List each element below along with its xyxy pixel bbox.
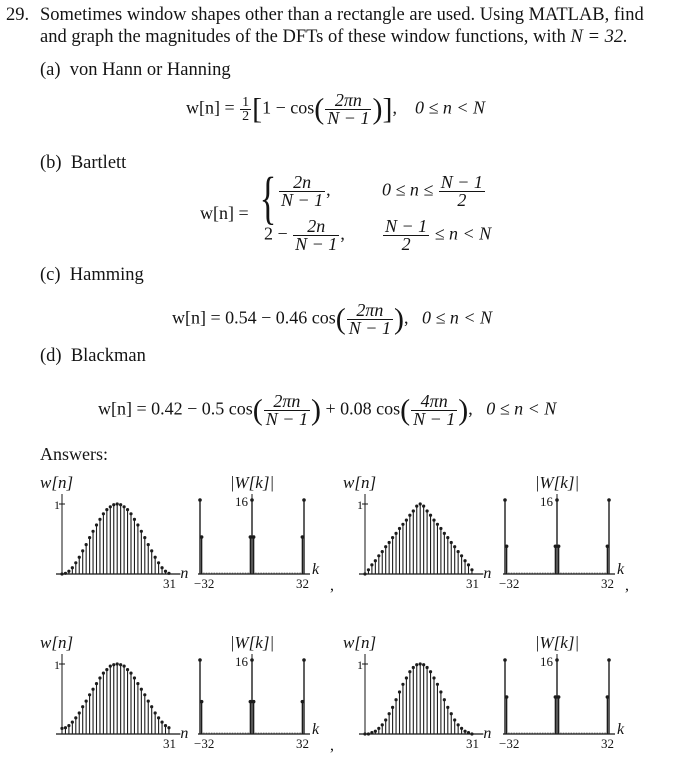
window-stem-marker [123,505,126,508]
window-y-tick-label: 1 [54,498,60,512]
window-stem-marker [164,724,167,727]
window-stem-marker [91,530,94,533]
window-stem-marker [147,700,150,703]
window-stem-marker [105,508,108,511]
dft-y-label: |W[k]| [534,473,580,492]
window-stem-marker [439,690,442,693]
window-stem-marker [460,727,463,730]
window-stem-marker [116,502,119,505]
bartlett-case-2: 2 − $\frac{2n}{N - 1}$ , [264,216,345,254]
answers-label: Answers: [40,444,108,464]
dft-x-label: k [312,721,320,738]
dft-stem-marker [250,498,254,502]
window-stem-marker [129,672,132,675]
dft-stem-marker [555,498,559,502]
window-stem-marker [119,663,122,666]
window-stem-marker [112,663,115,666]
window-stem-marker [408,670,411,673]
answer-panel-2 [359,494,615,576]
window-stem-marker [363,572,366,575]
window-stem-marker [429,670,432,673]
dft-x-label: k [617,561,625,578]
window-y-label: w[n] [343,633,377,652]
window-n-tick-label: 31 [465,736,479,751]
window-stem-marker [150,549,153,552]
window-stem-marker [388,541,391,544]
window-stem-marker [467,563,470,566]
window-n-tick-label: 31 [162,736,176,751]
window-x-label: n [180,565,189,582]
window-stem-marker [150,705,153,708]
n-equals: N = 32. [570,27,628,47]
dft-stem-marker [250,658,254,662]
window-stem-marker [460,554,463,557]
window-stem-marker [370,563,373,566]
dft-k-left-label: −32 [194,736,215,751]
dft-k-right-label: 32 [296,736,309,751]
answer-panel-4 [359,654,615,736]
window-stem-marker [167,572,170,575]
dft-stem-marker [505,544,509,548]
window-stem-marker [81,549,84,552]
window-stem-marker [88,693,91,696]
window-stem-marker [164,570,167,573]
window-stem-marker [415,663,418,666]
window-stem-marker [436,683,439,686]
window-stem-marker [394,698,397,701]
hann-equation: w[n] = $\frac{1}{2}$ [1 − cos( $\frac{2\pi n}{N - 1}$ )], 0 ≤ n < N [186,90,485,128]
window-stem-marker [450,541,453,544]
window-stem-marker [160,566,163,569]
window-stem-marker [398,690,401,693]
list-comma: , [330,737,334,754]
window-stem-marker [401,523,404,526]
dft-stem-marker [607,498,611,502]
window-stem-marker [457,550,460,553]
window-stem-marker [136,523,139,526]
window-stem-marker [443,698,446,701]
window-n-tick-label: 31 [465,576,479,591]
dft-stem-marker [503,498,507,502]
window-y-tick-label: 1 [54,658,60,672]
window-stem-marker [102,672,105,675]
window-stem-marker [85,543,88,546]
window-stem-marker [377,554,380,557]
window-stem-marker [422,663,425,666]
window-stem-marker [453,718,456,721]
window-x-label: n [483,725,492,742]
window-stem-marker [140,530,143,533]
window-stem-marker [102,512,105,515]
blackman-equation: w[n] = 0.42 − 0.5 cos( $\frac{2\pi n}{N - 1}$ ) + 0.08 cos( $\frac{4\pi n}{N - 1}$ ), 0 ≤ n < N [98,391,557,429]
window-stem-marker [463,559,466,562]
window-stem-marker [391,706,394,709]
window-stem-marker [367,568,370,571]
window-stem-marker [384,718,387,721]
dft-y-label: |W[k]| [534,633,580,652]
window-stem-marker [412,509,415,512]
window-stem-marker [432,676,435,679]
window-stem-marker [412,666,415,669]
window-stem-marker [426,666,429,669]
window-y-label: w[n] [343,473,377,492]
dft-stem-marker [302,498,306,502]
window-stem-marker [167,726,170,729]
dft-k-left-label: −32 [499,576,520,591]
window-stem-marker [405,519,408,522]
bartlett-lhs: w[n] = [200,203,249,223]
window-stem-marker [160,721,163,724]
dft-stem-marker [200,700,204,704]
window-stem-marker [457,723,460,726]
window-stem-marker [85,700,88,703]
window-stem-marker [157,561,160,564]
window-y-tick-label: 1 [357,658,363,672]
problem-number: 29. [6,5,30,25]
window-stem-marker [419,662,422,665]
window-stem-marker [405,676,408,679]
dft-stem-marker [302,658,306,662]
window-stem-marker [98,676,101,679]
window-stem-marker [470,568,473,571]
bartlett-brace: { [259,165,277,230]
window-y-label: w[n] [40,633,74,652]
window-stem-marker [78,711,81,714]
window-stem-marker [136,682,139,685]
dft-stem-marker [555,658,559,662]
window-stem-marker [377,727,380,730]
dft-y-label: |W[k]| [229,633,275,652]
window-stem-marker [123,665,126,668]
part-a-label: (a) von Hann or Hanning [40,60,231,80]
dft-k-right-label: 32 [601,576,614,591]
window-stem-marker [450,712,453,715]
dft-stem-marker [505,695,509,699]
dft-stem-marker [252,535,256,539]
dft-stem-marker [607,658,611,662]
window-stem-marker [432,519,435,522]
window-stem-marker [388,712,391,715]
window-stem-marker [95,523,98,526]
window-stem-marker [374,730,377,733]
window-stem-marker [78,556,81,559]
dft-y-tick-label: 16 [235,494,248,509]
window-stem-marker [129,512,132,515]
window-stem-marker [119,503,122,506]
window-stem-marker [126,668,129,671]
window-stem-marker [140,688,143,691]
window-stem-marker [109,505,112,508]
dft-y-tick-label: 16 [235,654,248,669]
window-stem-marker [98,518,101,521]
window-stem-marker [408,514,411,517]
dft-stem-marker [198,658,202,662]
window-x-label: n [483,565,492,582]
window-stem-marker [426,509,429,512]
window-stem-marker [467,731,470,734]
dft-stem-marker [557,544,561,548]
part-b-label: (b) Bartlett [40,153,127,173]
window-stem-marker [381,550,384,553]
window-stem-marker [71,721,74,724]
window-stem-marker [60,572,63,575]
answer-panel-1 [56,494,310,576]
window-stem-marker [126,508,129,511]
window-stem-marker [453,545,456,548]
dft-y-tick-label: 16 [540,494,553,509]
dft-x-label: k [312,561,320,578]
window-stem-marker [157,716,160,719]
dft-x-label: k [617,721,625,738]
window-stem-marker [109,665,112,668]
window-stem-marker [143,693,146,696]
dft-stem-marker [503,658,507,662]
window-stem-marker [439,527,442,530]
window-stem-marker [446,536,449,539]
window-stem-marker [81,705,84,708]
window-stem-marker [429,514,432,517]
window-stem-marker [116,662,119,665]
bartlett-cond-2: $\frac{N - 1}{2}$ ≤ n < N [385,216,492,254]
window-stem-marker [419,502,422,505]
list-comma: , [625,577,629,594]
dft-k-left-label: −32 [194,576,215,591]
window-stem-marker [370,731,373,734]
window-stem-marker [422,505,425,508]
window-stem-marker [64,572,67,575]
problem-line-1: Sometimes window shapes other than a rectangle are used. Using MATLAB, find [40,5,644,25]
window-stem-marker [67,724,70,727]
dft-stem-marker [198,498,202,502]
window-y-label: w[n] [40,473,74,492]
window-stem-marker [67,570,70,573]
dft-y-tick-label: 16 [540,654,553,669]
window-stem-marker [60,727,63,730]
window-stem-marker [88,536,91,539]
window-stem-marker [463,730,466,733]
dft-k-right-label: 32 [601,736,614,751]
window-stem-marker [446,706,449,709]
window-stem-marker [133,518,136,521]
dft-stem-marker [252,700,256,704]
window-stem-marker [143,536,146,539]
part-c-label: (c) Hamming [40,265,144,285]
window-stem-marker [401,683,404,686]
dft-k-left-label: −32 [499,736,520,751]
window-stem-marker [95,682,98,685]
hamming-equation: w[n] = 0.54 − 0.46 cos( $\frac{2\pi n}{N - 1}$ ), 0 ≤ n < N [172,300,492,338]
problem-line-2: and graph the magnitudes of the DFTs of these window functions, with N = 32. [40,27,628,47]
dft-k-right-label: 32 [296,576,309,591]
part-d-label: (d) Blackman [40,346,146,366]
answers-plots [0,470,685,762]
bartlett-case-1: $\frac{2n}{N - 1}$ , [281,172,331,210]
list-comma: , [330,577,334,594]
window-stem-marker [443,532,446,535]
window-stem-marker [436,523,439,526]
window-stem-marker [91,688,94,691]
window-stem-marker [133,676,136,679]
window-stem-marker [154,711,157,714]
dft-stem-marker [557,695,561,699]
window-stem-marker [394,532,397,535]
window-stem-marker [391,536,394,539]
answer-panel-3 [56,654,310,734]
bartlett-cond-1: 0 ≤ n ≤ $\frac{N - 1}{2}$ [382,172,483,210]
window-stem-marker [74,716,77,719]
window-stem-marker [112,503,115,506]
window-stem-marker [374,559,377,562]
window-stem-marker [398,527,401,530]
window-y-tick-label: 1 [357,498,363,512]
window-stem-marker [105,668,108,671]
window-stem-marker [367,732,370,735]
window-n-tick-label: 31 [162,576,176,591]
window-stem-marker [71,566,74,569]
window-stem-marker [154,556,157,559]
window-stem-marker [147,543,150,546]
dft-y-label: |W[k]| [229,473,275,492]
window-stem-marker [74,561,77,564]
window-stem-marker [384,545,387,548]
window-x-label: n [180,725,189,742]
window-stem-marker [363,732,366,735]
dft-stem-marker [200,535,204,539]
window-stem-marker [381,723,384,726]
window-stem-marker [415,505,418,508]
window-stem-marker [64,726,67,729]
